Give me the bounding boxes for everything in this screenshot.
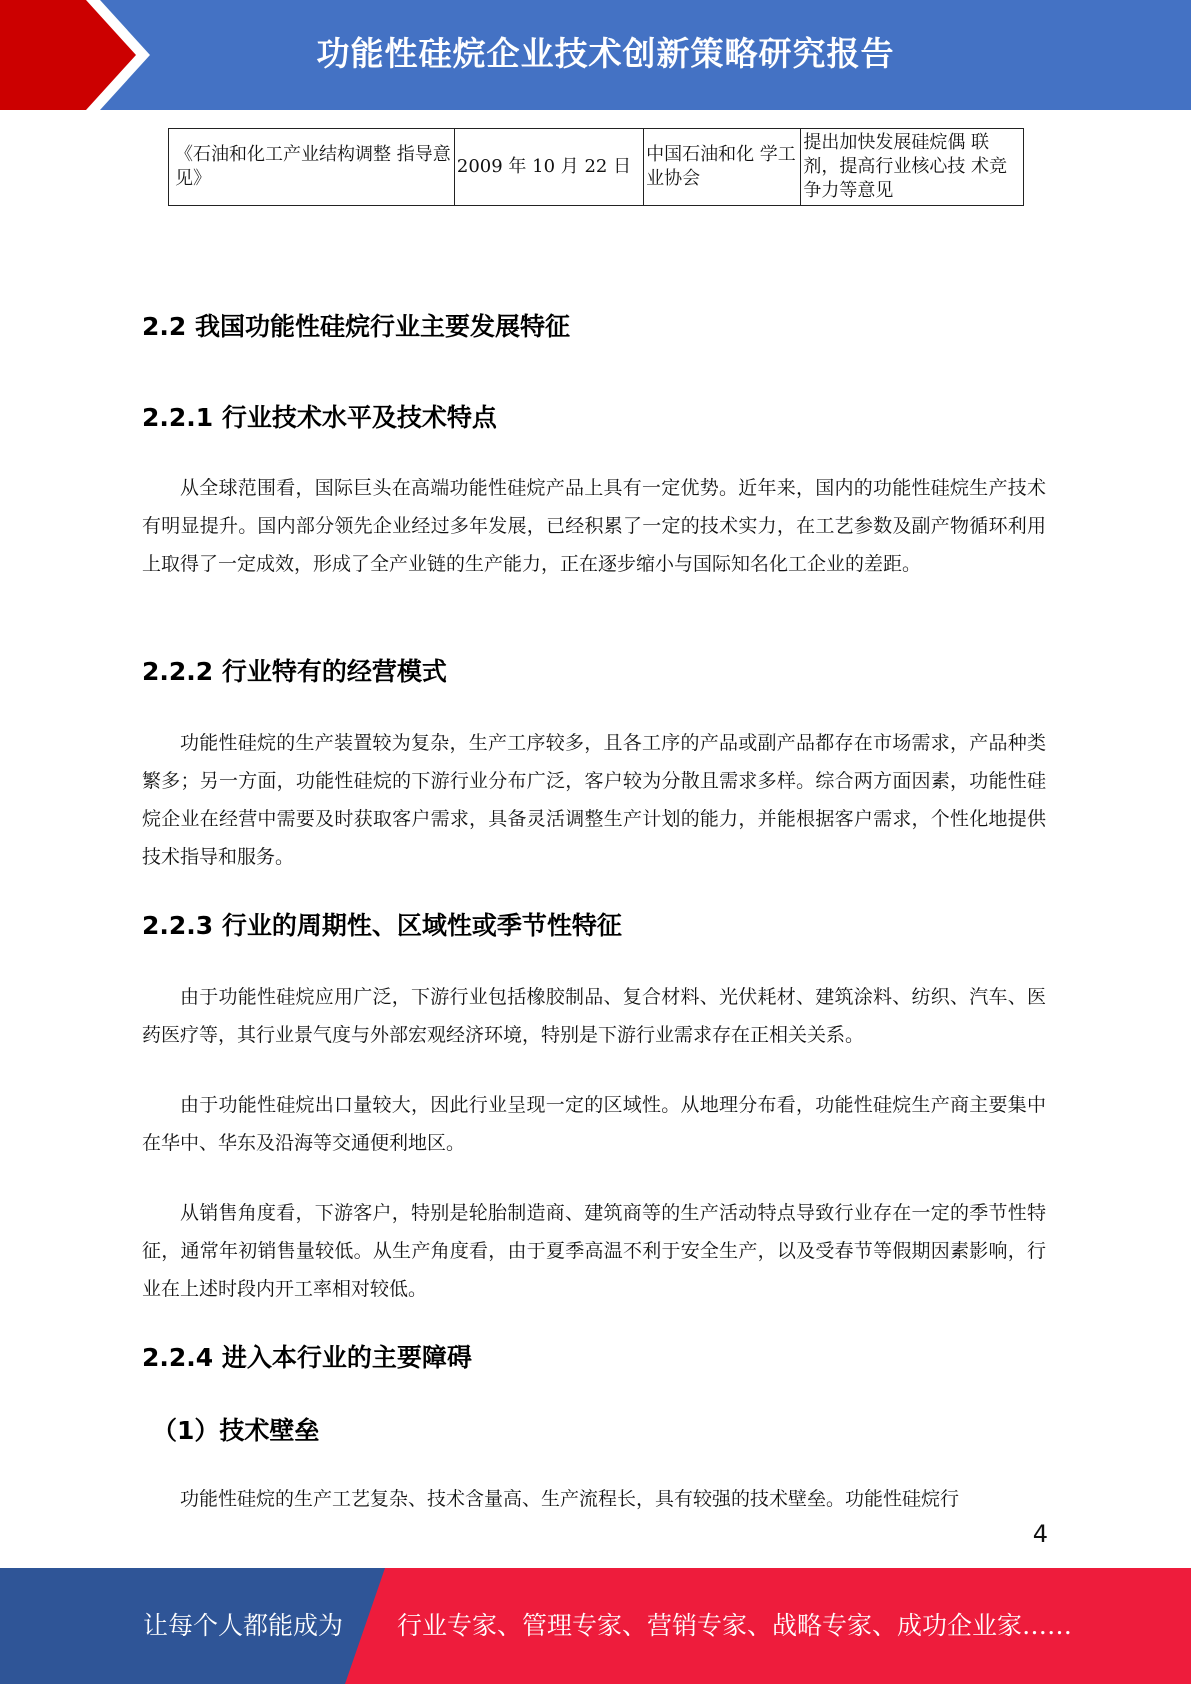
table-cell-document: 《石油和化工产业结构调整 指导意见》	[169, 129, 455, 206]
section-heading-2-2-3: 2.2.3 行业的周期性、区域性或季节性特征	[142, 911, 622, 940]
policy-table	[168, 128, 1024, 206]
paragraph-business-model: 功能性硅烷的生产装置较为复杂，生产工序较多，且各工序的产品或副产品都存在市场需求，产品种类繁多；另一方面，功能性硅烷的下游行业分布广泛，客户较为分散且需求多样。综合两方面因素，功能性硅烷企业在经营中需要及时获取客户需求，具备灵活调整生产计划的能力，并能根据客户需求，个性化地提供技术指导和服务。	[142, 732, 1046, 868]
paragraph-tech-barrier: 功能性硅烷的生产工艺复杂、技术含量高、生产流程长，具有较强的技术壁垒。功能性硅烷行	[180, 1488, 960, 1510]
page-footer	[0, 1568, 1191, 1684]
table-cell-issuer: 中国石油和化 学工业协会	[644, 129, 801, 206]
section-heading-2-2: 2.2 我国功能性硅烷行业主要发展特征	[142, 312, 570, 341]
page-header	[0, 0, 1191, 110]
section-heading-2-2-2: 2.2.2 行业特有的经营模式	[142, 657, 447, 686]
table-row	[169, 129, 1024, 206]
footer-slogan-left: 让每个人都能成为	[143, 1611, 344, 1640]
section-heading-2-2-1: 2.2.1 行业技术水平及技术特点	[142, 403, 497, 432]
page-number: 4	[1032, 1520, 1048, 1548]
paragraph-cyclicality: 由于功能性硅烷应用广泛，下游行业包括橡胶制品、复合材料、光伏耗材、建筑涂料、纺织、汽车、医药医疗等，其行业景气度与外部宏观经济环境，特别是下游行业需求存在正相关关系。	[142, 986, 1046, 1046]
paragraph-seasonality: 从销售角度看，下游客户，特别是轮胎制造商、建筑商等的生产活动特点导致行业存在一定的季节性特征，通常年初销售量较低。从生产角度看，由于夏季高温不利于安全生产，以及受春节等假期因素影响，行业在上述时段内开工率相对较低。	[142, 1202, 1046, 1300]
table-cell-date: 2009 年 10 月 22 日	[454, 129, 643, 206]
paragraph-regionality: 由于功能性硅烷出口量较大，因此行业呈现一定的区域性。从地理分布看，功能性硅烷生产商主要集中在华中、华东及沿海等交通便利地区。	[142, 1094, 1046, 1154]
section-heading-2-2-4: 2.2.4 进入本行业的主要障碍	[142, 1343, 472, 1372]
table-cell-content: 提出加快发展硅烷偶 联剂，提高行业核心技 术竞争力等意见	[801, 129, 1024, 206]
subheading-tech-barrier: （1）技术壁垒	[152, 1416, 320, 1445]
paragraph-tech-level: 从全球范围看，国际巨头在高端功能性硅烷产品上具有一定优势。近年来，国内的功能性硅烷生产技术有明显提升。国内部分领先企业经过多年发展，已经积累了一定的技术实力，在工艺参数及副产物循环利用上取得了一定成效，形成了全产业链的生产能力，正在逐步缩小与国际知名化工企业的差距。	[142, 477, 1046, 575]
footer-slogan-right: 行业专家、管理专家、营销专家、战略专家、成功企业家……	[397, 1611, 1073, 1640]
report-title: 功能性硅烷企业技术创新策略研究报告	[316, 34, 895, 73]
